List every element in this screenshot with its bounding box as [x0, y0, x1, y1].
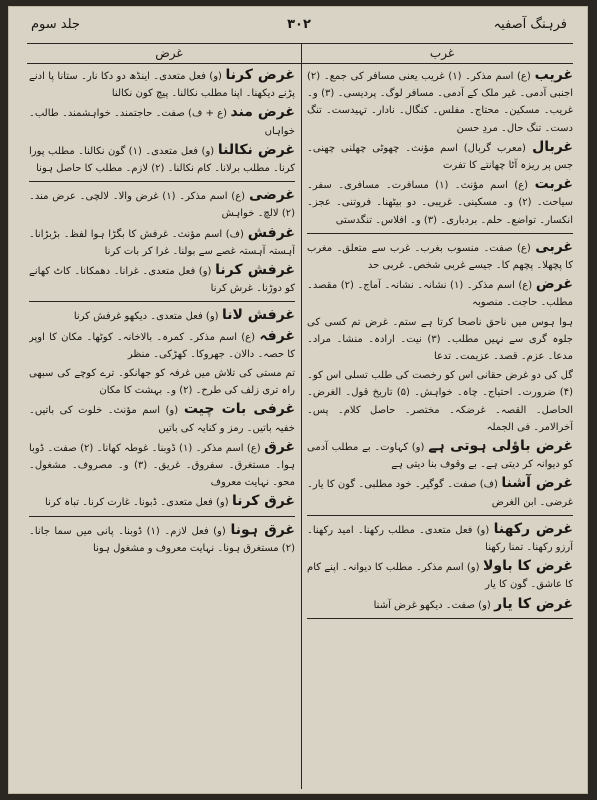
dictionary-entry [307, 521, 573, 556]
dictionary-entry [29, 225, 295, 260]
entry-headword: غرق [264, 438, 295, 455]
entry-separator [307, 233, 573, 234]
entry-definition: (و) اسم مذکر۔ مطلب کا دیوانہ۔ اپنے کام کا عاشق۔ گون کا یار [307, 562, 573, 591]
entry-separator [307, 618, 573, 619]
dictionary-entry [307, 314, 573, 366]
dictionary-entry [307, 67, 573, 137]
dictionary-entry [29, 187, 295, 222]
entry-definition: (و) فعل متعدی۔ مطلب رکھنا۔ امید رکھنا۔ آرزو رکھنا۔ تمنا رکھنا [307, 524, 573, 554]
entry-headword: غرض نکالنا [217, 141, 295, 158]
entry-definition: گل کی دو غرض حقانی اس کو رخصت کی طلب تسلی اس کو۔ (۴) ضرورت۔ احتیاج۔ چاہ۔ خواہش۔ (۵) تاریخ قول۔ الغرض۔ الحاصل۔ القصہ۔ غرضکہ۔ مختصر۔ حاصل کلام۔ پس۔ آخرالامر۔ فی الجملہ [307, 370, 573, 433]
entry-definition: (و) فعل لازم۔ (۱) ڈوبنا۔ پانی میں سما جانا۔ (۲) مستغرق ہونا۔ نہایت معروف و مشغول ہونا [29, 525, 295, 554]
entry-headword: غرفش لانا [221, 307, 295, 324]
entry-definition: (ف) صفت۔ گوگیر۔ خود مطلبی۔ گون کا یار۔ غرضی۔ ابن الغرض [307, 479, 573, 508]
dictionary-entry [29, 439, 295, 492]
entry-headword: غرض رکھنا [493, 520, 573, 537]
dictionary-entry [307, 367, 573, 436]
entry-definition: (ف) اسم مؤنث۔ غرفش کا بگڑا ہوا لفظ۔ بڑبڑانا۔ آہستہ آہستہ غصے سے بولنا۔ غرا کر بات کرنا [29, 228, 295, 257]
right-column-heading: غرب [429, 46, 455, 60]
left-column [29, 67, 295, 787]
dictionary-entry [29, 328, 295, 363]
dictionary-entry [307, 558, 573, 593]
entry-separator [29, 301, 295, 302]
dictionary-entry [29, 365, 295, 399]
dictionary-entry [29, 493, 295, 511]
entry-headword: غرفش [247, 224, 295, 241]
left-column-heading: غرض [155, 46, 183, 60]
entry-headword: غرض باؤلی ہوتی ہے [428, 438, 573, 455]
entry-definition: (ع) اسم مذکر۔ (۱) غرض والا۔ لالچی۔ عرض مند۔ (۲) لالچ۔ خواہش [29, 191, 295, 220]
dictionary-entry [307, 438, 573, 473]
entry-separator [29, 516, 295, 517]
entry-definition: ہوا ہوس میں ناحق ناصحا کرتا ہے ستم۔ غرض تم کسی کی جلوہ گری سے نہیں مطلب۔ (۳) نیت۔ ارادہ۔ منشا۔ مراد۔ مدعا۔ عزم۔ قصد۔ عزیمت۔ تدعا [307, 316, 573, 363]
entry-definition: (و) فعل متعدی۔ اینڈھ دو دکا نار۔ ستانا پا ادنے پڑنے دیکھنا۔ اپنا مطلب نکالنا۔ پیچ کون نکالنا [29, 71, 295, 100]
dictionary-entry [29, 522, 295, 557]
entry-headword: غربی [535, 238, 573, 255]
dictionary-entry [307, 475, 573, 510]
entry-separator [29, 181, 295, 182]
entry-definition: (و) فعل متعدی۔ غرانا۔ دھمکانا۔ کاٹ کھانے کو دوڑنا۔ غرش کرنا [29, 266, 295, 295]
entry-definition: (و) اسم مؤنث۔ خلوت کی باتیں۔ خفیہ باتیں۔ رمز و کنایہ کی باتیں [29, 405, 295, 434]
entry-definition: (و) فعل متعدی۔ ڈبونا۔ غارت کرنا۔ تباہ کرنا [45, 497, 229, 509]
entry-headword: غرق کرنا [231, 493, 295, 510]
dictionary-entry [29, 262, 295, 297]
entry-headword: غرضی [249, 187, 295, 204]
entry-definition: (و) صفت۔ دیکھو غرض آشنا [373, 599, 491, 611]
entry-headword: غرض کا باولا [482, 558, 573, 575]
header-rule [27, 43, 573, 44]
entry-definition: (ع) صفت۔ منسوب بغرب۔ غرب سے متعلق۔ مغرب کا پچھلا۔ پچھم کا۔ جیسے غربی شخص۔ غربی حد [307, 242, 573, 272]
right-column [307, 67, 573, 787]
entry-separator [307, 515, 573, 516]
book-title: فرہنگ آصفیہ [493, 17, 567, 32]
entry-headword: غریب [534, 67, 573, 83]
entry-definition: (ع + ف) صفت۔ حاجتمند۔ خواہشمند۔ طالب۔ خواہاں [29, 108, 295, 137]
dictionary-entry [307, 276, 573, 311]
entry-definition: (ع) اسم مذکر۔ (۱) نشانہ۔ نشانہ۔ آماج۔ (۲) مقصد۔ مطلب۔ حاجت۔ منصوبہ [307, 280, 573, 309]
entry-definition: (معرب گربال) اسم مؤنث۔ چھوٹی چھلنی چھنی۔ جس پر ریزہ آٹا چھانتے کا تفرت [307, 142, 573, 172]
entry-headword: غرفش کرنا [215, 262, 295, 279]
entry-definition: (و) کہاوت۔ بے مطلب آدمی کو دیوانہ کر دیتی ہے۔ بے وقوف بنا دیتی ہے [307, 442, 573, 471]
entry-headword: غرق ہونا [230, 521, 295, 538]
page-number: ۳۰۲ [287, 17, 311, 32]
entry-headword: غرفہ [259, 327, 295, 344]
dictionary-entry [307, 239, 573, 274]
volume-label: جلد سوم [31, 17, 80, 32]
entry-headword: غرض کرنا [225, 67, 295, 83]
entry-definition: (ع) اسم مذکر۔ (۱) ڈوبنا۔ غوطہ کھانا۔ (۲) صفت۔ ڈوبا ہوا۔ مستغرق۔ سفروق۔ غریق۔ (۳) و۔ مصروف۔ مشغول۔ محو۔ نہایت معروف [29, 442, 295, 489]
page-header [25, 15, 573, 43]
dictionary-entry [29, 67, 295, 102]
dictionary-entry [29, 142, 295, 177]
entry-headword: غرض [535, 276, 573, 293]
entry-headword: غرفی بات چیت [183, 401, 295, 418]
entry-headword: غرض آشنا [501, 475, 573, 492]
dictionary-entry [307, 176, 573, 229]
dictionary-entry [29, 104, 295, 139]
entry-definition: (و) فعل متعدی۔ دیکھو غرفش کرنا [73, 311, 219, 323]
column-divider [301, 43, 302, 789]
dictionary-page [8, 6, 588, 794]
entry-headword: غربال [532, 138, 573, 155]
entry-headword: غرض مند [230, 104, 295, 121]
dictionary-entry [307, 596, 573, 614]
entry-headword: غرض کا یار [494, 595, 573, 612]
dictionary-entry [307, 139, 573, 174]
entry-headword: غربت [534, 176, 573, 193]
dictionary-entry [29, 401, 295, 436]
entry-definition: (ع) اسم مذکر۔ کمرہ۔ بالاخانہ۔ کوٹھا۔ مکان کا اوپر کا حصہ۔ دالان۔ جھروکا۔ کھڑکی۔ منظر [29, 331, 295, 360]
entry-definition: (و) فعل متعدی۔ (۱) گون نکالنا۔ مطلب پورا کرنا۔ مطلب برلانا۔ کام نکالنا۔ (۲) لازم۔ مطلب کا حاصل ہونا [29, 145, 295, 175]
column-heading-rule [27, 63, 573, 64]
entry-definition: (ع) اسم مؤنث۔ (۱) مسافرت۔ مسافری۔ سفر۔ سیاحت۔ (۲) و۔ مسکینی۔ غریبی۔ دو بیٹھنا۔ فروتنی۔ عجز۔ انکسار۔ تواضع۔ حلم۔ بردباری۔ (۳) و۔ افلاس۔ تنگدستی [307, 180, 573, 226]
dictionary-entry [29, 307, 295, 325]
entry-definition: تم مستی کی تلاش میں غرفہ کو جھانکو۔ ترے کوچے کی سبھی راہ تری زلف کی طرح۔ (۲) و۔ بہشت کا مکان [29, 368, 295, 397]
entry-definition: (ع) اسم مذکر۔ (۱) غریب یعنی مسافر کی جمع۔ (۲) اجنبی آدمی۔ غیر ملک کے آدمی۔ مسافر لوگ۔ پردیسی۔ (۳) و۔ غریب۔ مسکین۔ محتاج۔ مفلس۔ کنگال۔ نادار۔ تہیدست۔ تنگ دست۔ تنگ حال۔ مردِ حسن [307, 71, 573, 134]
